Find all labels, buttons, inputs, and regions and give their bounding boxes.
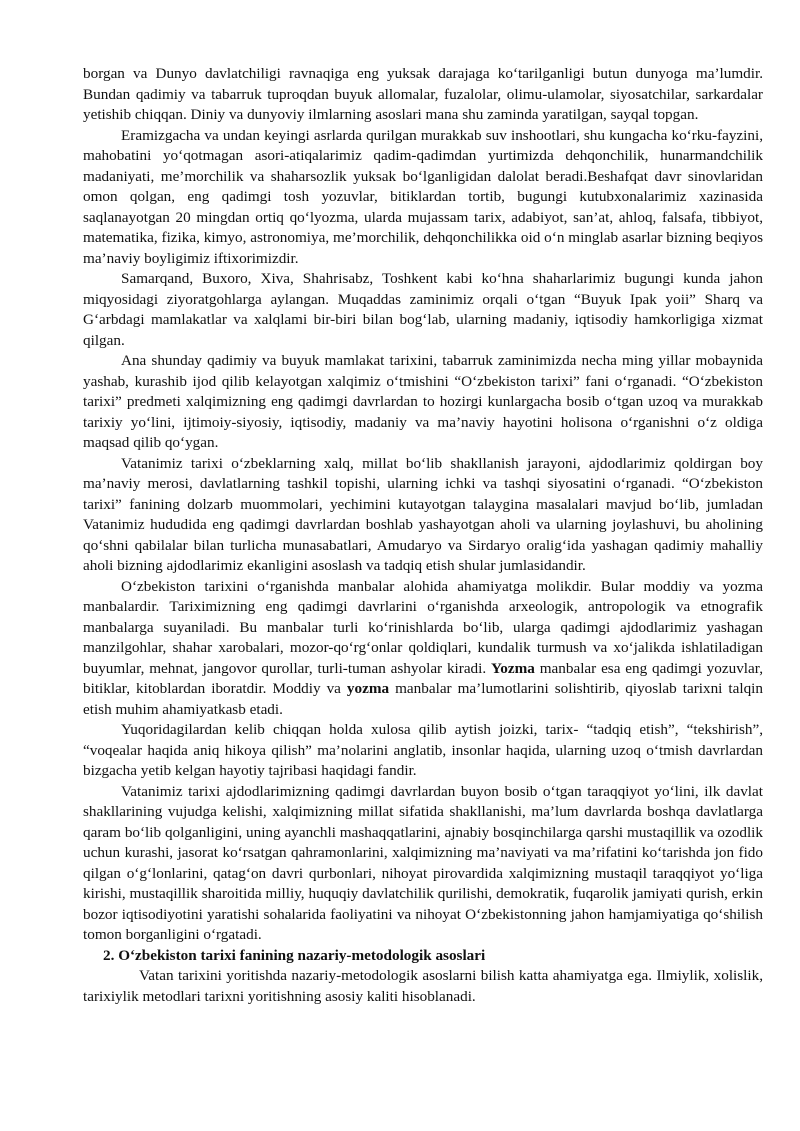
paragraph-history-subject: Ana shunday qadimiy va buyuk mamlakat tarixini, tabarruk zaminimizda necha ming yillar mobaynida yashab, kurashib ijod qilib kelayotgan xalqimiz o‘tmishini “O‘zbekiston tarixi” fani o‘rganadi. “O‘zbekiston tarixi” predmeti xalqimizning eng qadimgi davrlardan to hozirgi kunlargacha bosib o‘tgan uzoq va murakkab tarixiy yo‘lini, ijtimoiy-siyosiy, iqtisodiy, madaniy va ma’naviy hayotini holisona o‘rganishni o‘z oldiga maqsad qilib qo‘ygan. [83, 352, 763, 451]
document-page [83, 64, 763, 1007]
sources-text-2: manbalar esa eng qadimgi yozuvlar, bitiklar, kitoblardan iboratdir. Moddiy va [83, 659, 763, 697]
bold-term-yozma-lower: yozma [346, 680, 390, 697]
paragraph-conclusion: Yuqoridagilardan kelib chiqqan holda xulosa qilib aytish joizki, tarix- “tadqiq etish”, “tekshirish”, “voqealar haqida aniq hikoya qilish” ma’nolarini anglatib, insonlar haqida, ularning uzoq o‘tmish davrlardan bizgacha yetib kelgan hayotiy tajribasi haqidagi fandir. [83, 721, 763, 779]
sources-text-1: O‘zbekiston tarixini o‘rganishda manbalar alohida ahamiyatga molikdir. Bular moddiy va yozma manbalardir. Tariximizning eng qadimgi davrlarini o‘rganishda arxeologik, antropologik va etnografik manbalarga suyaniladi. Bu manbalar turli ko‘rinishlarda bo‘lib, ularga qadimgi ajdodlarimiz yashagan manzilgohlar, shahar xarobalari, mozor-qo‘rg‘onlar qoldiqlari, kundalik turmush va xo‘jalikda ishlatiladigan buyumlar, mehnat, jangovor qurollar, turli-tuman ashyolar kiradi. [83, 577, 763, 677]
paragraph-continuation: borgan va Dunyo davlatchiligi ravnaqiga eng yuksak darajaga ko‘tarilganligi butun dunyoga ma’lumdir. Bundan qadimiy va tabarruk tuproqdan buyuk allomalar, fuzalolar, olimu-ulamolar, siyosatchilar, sarkardalar yetishib chiqqan. Diniy va dunyoviy ilmlarning asoslari mana shu zaminda yaratilgan, sayqal topgan. [83, 65, 763, 123]
paragraph-sources [83, 577, 763, 721]
paragraph-nation-formation: Vatanimiz tarixi o‘zbeklarning xalq, millat bo‘lib shakllanish jarayoni, ajdodlarimiz qoldirgan boy ma’naviy merosi, davlatlarning tashkil topishi, ularning ichki va tashqi siyosatini o‘rganadi. “O‘zbekiston tarixi” fanining dolzarb muommolari, yechimini kutayotgan talaygina masalalari mavjud bo‘lib, jumladan Vatanimiz hududida eng qadimgi davrlardan boshlab yashayotgan aholi va ularning joylashuvi, bu aholining qo‘shni qabilalar bilan turlicha munasabatlari, Amudaryo va Sirdaryo oralig‘ida yashagan qadimiy mahalliy aholi bizning ajdodlarimiz ekanligini asoslash va tadqiq etish shular jumlasidandir. [83, 454, 763, 574]
section-heading: 2. O‘zbekiston tarixi fanining nazariy-metodologik asoslari [103, 946, 486, 964]
paragraph-methodology: Vatan tarixini yoritishda nazariy-metodologik asoslarni bilish katta ahamiyatga ega. Ilmiylik, xolislik, tarixiylik metodlari tarixni yoritishning asosiy kaliti hisoblanadi. [83, 967, 763, 1005]
paragraph-water-structures: Eramizgacha va undan keyingi asrlarda qurilgan murakkab suv inshootlari, shu kungacha ko‘rku-fayzini, mahobatini yo‘qotmagan asori-atiqalarimiz qadim-qadimdan yurtimizda dehqonchilik, hunarmandchilik madaniyati, me’morchilik va shaharsozlik yuksak bo‘lganligidan dalolat beradi.Beshafqat davr sinovlaridan omon qolgan, eng qadimgi tosh yozuvlar, bitiklardan tortib, bugungi kutubxonalarimiz xazinasida saqlanayotgan 20 mingdan ortiq qo‘lyozma, ularda mujassam tarix, adabiyot, san’at, ahloq, falsafa, tibbiyot, matematika, fizika, kimyo, astronomiya, me’morchilik, dehqonchilikka oid o‘n minglab asarlar bizning beqiyos ma’naviy boyligimiz iftixorimizdir. [83, 126, 763, 267]
paragraph-homeland-history: Vatanimiz tarixi ajdodlarimizning qadimgi davrlardan buyon bosib o‘tgan taraqqiyot yo‘lini, ilk davlat shakllarining vujudga kelishi, xalqimizning millat sifatida shakllanishi, ma’lum davrlarda boshqa davlatlarga qaram bo‘lib qolganligini, uning ayanchli mashaqqatlarini, ajnabiy bosqinchilarga qarshi mustaqillik va ozodlik uchun kurashi, jasorat ko‘rsatgan qahramonlarini, xalqimizning ma’naviyati va ma’rifatini ko‘tarishda jon fido qilgan o‘g‘lonlarini, qatag‘on davri qurbonlari, nihoyat pirovardida xalqimizning mustaqil taraqqiyot yo‘liga kirishi, mustaqillik sharoitida milliy, huquqiy davlatchilik qurilishi, demokratik, fuqarolik jamiyati qurish, erkin bozor iqtisodiyotini yaratishi sohalarida faoliyatini va nihoyat O‘zbekistonning jahon hamjamiyatiga qo‘shilish tomon borganligini o‘rgatadi. [83, 782, 763, 943]
sources-text-3: manbalar ma’lumotlarini solishtirib, qiyoslab tarixni talqin etish muhim ahamiyatkasb etadi. [83, 680, 763, 718]
paragraph-ancient-cities: Samarqand, Buxoro, Xiva, Shahrisabz, Toshkent kabi ko‘hna shaharlarimiz bugungi kunda jahon miqyosidagi ziyoratgohlarga aylangan. Muqaddas zaminimiz orqali o‘tgan “Buyuk Ipak yoii” Sharq va G‘arbdagi mamlakatlar va xalqlami bir-biri bilan bog‘lab, ularning madaniy, iqtisodiy hamkorligiga xizmat qilgan. [83, 270, 763, 349]
bold-term-yozma: Yozma [491, 659, 535, 677]
